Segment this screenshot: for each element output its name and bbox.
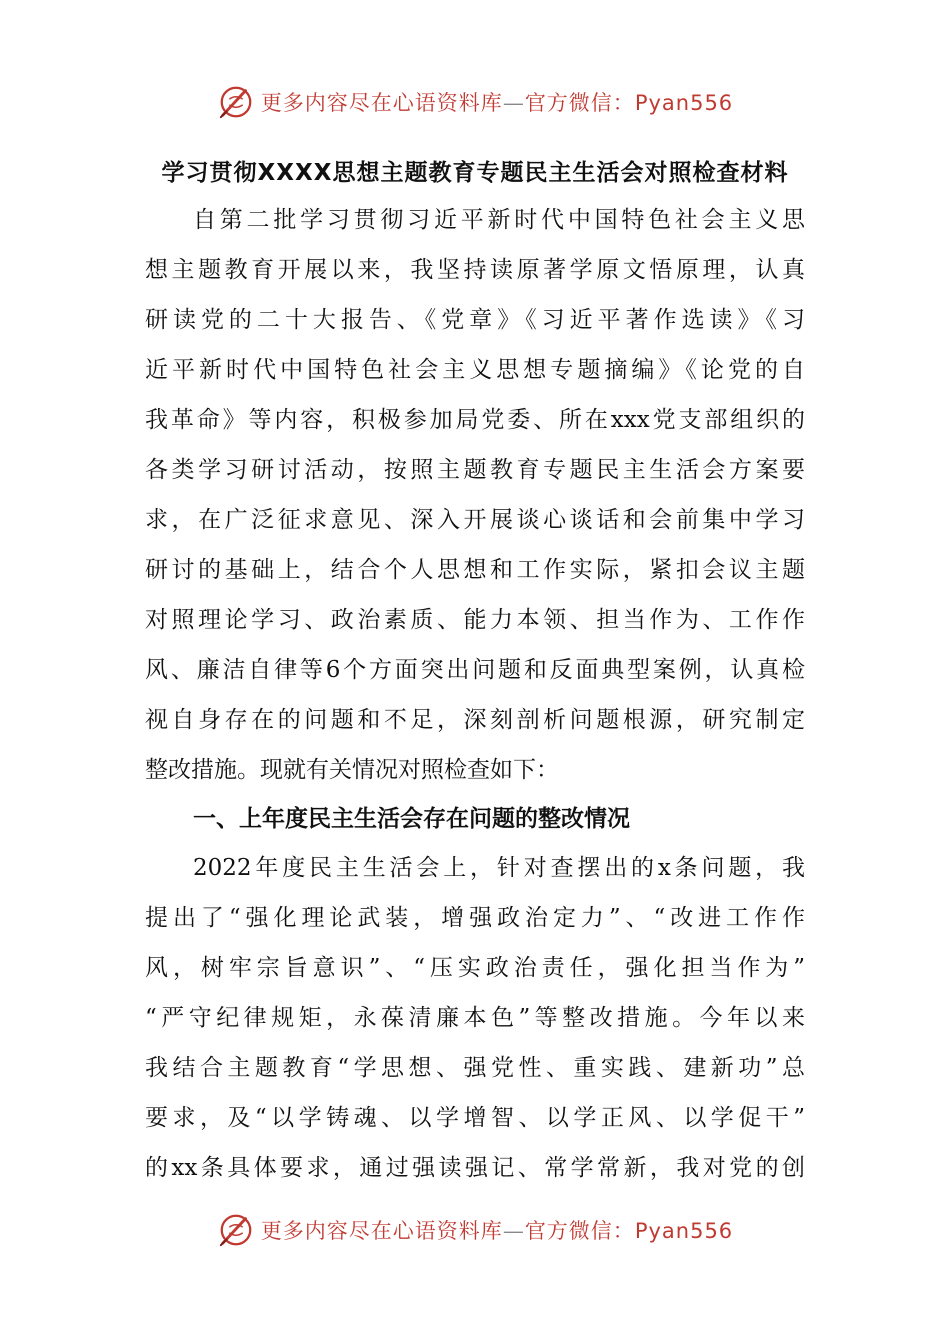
- text-line: 想主题教育开展以来，我坚持读原著学原文悟原理，认真: [145, 257, 805, 283]
- text-line: 求，在广泛征求意见、深入开展谈心谈话和会前集中学习: [145, 507, 805, 533]
- intro-paragraph: [145, 195, 805, 795]
- document-title: 学习贯彻XXXX思想主题教育专题民主生活会对照检查材料: [161, 160, 789, 186]
- text-line: 2022年度民主生活会上，针对查摆出的x条问题，我: [193, 855, 805, 881]
- text-line: 要求，及“以学铸魂、以学增智、以学正风、以学促干”: [145, 1105, 805, 1131]
- text-line: 风，树牢宗旨意识”、“压实政治责任，强化担当作为”: [145, 955, 805, 981]
- text-line: “严守纪律规矩，永葆清廉本色”等整改措施。今年以来: [145, 1005, 805, 1031]
- watermark-banner-top: [0, 80, 950, 124]
- watermark-text: 更多内容尽在心语资料库—官方微信：Pyan556: [260, 1219, 734, 1243]
- text-line: 整改措施。现就有关情况对照检查如下：: [145, 757, 559, 783]
- text-line: 提出了“强化理论武装，增强政治定力”、“改进工作作: [145, 905, 805, 931]
- pen-scroll-logo-icon: [217, 83, 255, 121]
- text-line: 我革命》等内容，积极参加局党委、所在xxx党支部组织的: [145, 407, 805, 433]
- text-line: 风、廉洁自律等6个方面突出问题和反面典型案例，认真检: [145, 657, 805, 683]
- watermark-banner-bottom: [0, 1208, 950, 1252]
- text-line: 研讨的基础上，结合个人思想和工作实际，紧扣会议主题: [145, 557, 805, 583]
- pen-scroll-logo-icon: [217, 1211, 255, 1249]
- text-line: 对照理论学习、政治素质、能力本领、担当作为、工作作: [145, 607, 805, 633]
- text-line: 研读党的二十大报告、《党章》《习近平著作选读》《习: [145, 307, 805, 333]
- section-1-paragraph: [145, 843, 805, 1193]
- section-heading-1: 一、上年度民主生活会存在问题的整改情况: [193, 806, 630, 832]
- watermark-text: 更多内容尽在心语资料库—官方微信：Pyan556: [260, 91, 734, 115]
- text-line: 视自身存在的问题和不足，深刻剖析问题根源，研究制定: [145, 707, 805, 733]
- text-line: 各类学习研讨活动，按照主题教育专题民主生活会方案要: [145, 457, 805, 483]
- text-line: 自第二批学习贯彻习近平新时代中国特色社会主义思: [193, 207, 805, 233]
- text-line: 的xx条具体要求，通过强读强记、常学常新，我对党的创: [145, 1155, 805, 1181]
- text-line: 我结合主题教育“学思想、强党性、重实践、建新功”总: [145, 1055, 805, 1081]
- text-line: 近平新时代中国特色社会主义思想专题摘编》《论党的自: [145, 357, 805, 383]
